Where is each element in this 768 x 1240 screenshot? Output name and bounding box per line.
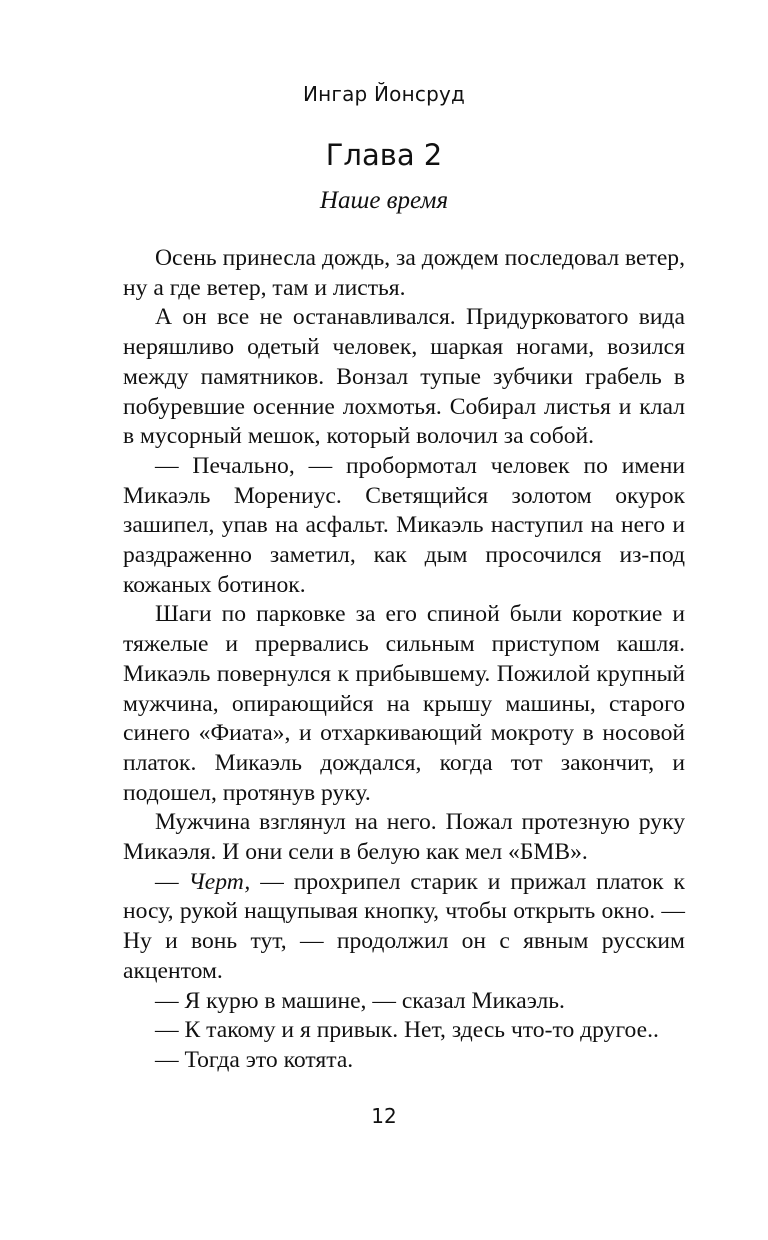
paragraph [123,868,685,987]
paragraph: Шаги по парковке за его спиной были короткие и тяжелые и прервались сильным приступом кашля. Микаэль повернулся к прибывшему. Пожилой крупный мужчина, опирающийся на крышу машины, старого синего «Фиата», и отхаркивающий мокроту в носовой платок. Микаэль дождался, когда тот закончит, и подошел, протянув руку. [123,601,685,806]
paragraph: А он все не останавливался. Придурковатого вида неряшливо одетый человек, шаркая ногами, возился между памятников. Вонзал тупые зубчики грабель в побуревшие осенние лохмотья. Собирал листья и клал в мусорный мешок, который волочил за собой. [123,304,685,450]
paragraph: Осень принесла дождь, за дождем последовал ветер, ну а где ветер, там и листья. [123,245,685,301]
chapter-title: Глава 2 [325,138,443,172]
body-text [123,244,685,1076]
paragraph: — К такому и я привык. Нет, здесь что-то другое.. [155,1017,659,1044]
paragraph: — Печально, — пробормотал человек по имени Микаэль Морениус. Светящийся золотом окурок зашипел, упав на асфальт. Микаэль наступил на него и раздраженно заметил, как дым просочился из-под кожаных ботинок. [123,452,685,598]
chapter-subtitle: Наше время [319,187,449,214]
paragraph-rest: — прохрипел старик и прижал платок к носу, рукой нащупывая кнопку, чтобы открыть окно. — Ну и вонь тут, — продолжил он с явным русским акцентом. [123,868,685,984]
running-head-author: Ингар Йонсруд [302,82,466,106]
paragraph: — Я курю в машине, — сказал Микаэль. [155,987,565,1014]
paragraph: Мужчина взглянул на него. Пожал протезную руку Микаэля. И они сели в белую как мел «БМВ». [123,809,685,866]
page-number: 12 [371,1104,397,1128]
italic-exclamation: Черт, [188,868,251,895]
paragraph: — Тогда это котята. [155,1046,354,1073]
dialogue-dash: — [155,868,189,895]
